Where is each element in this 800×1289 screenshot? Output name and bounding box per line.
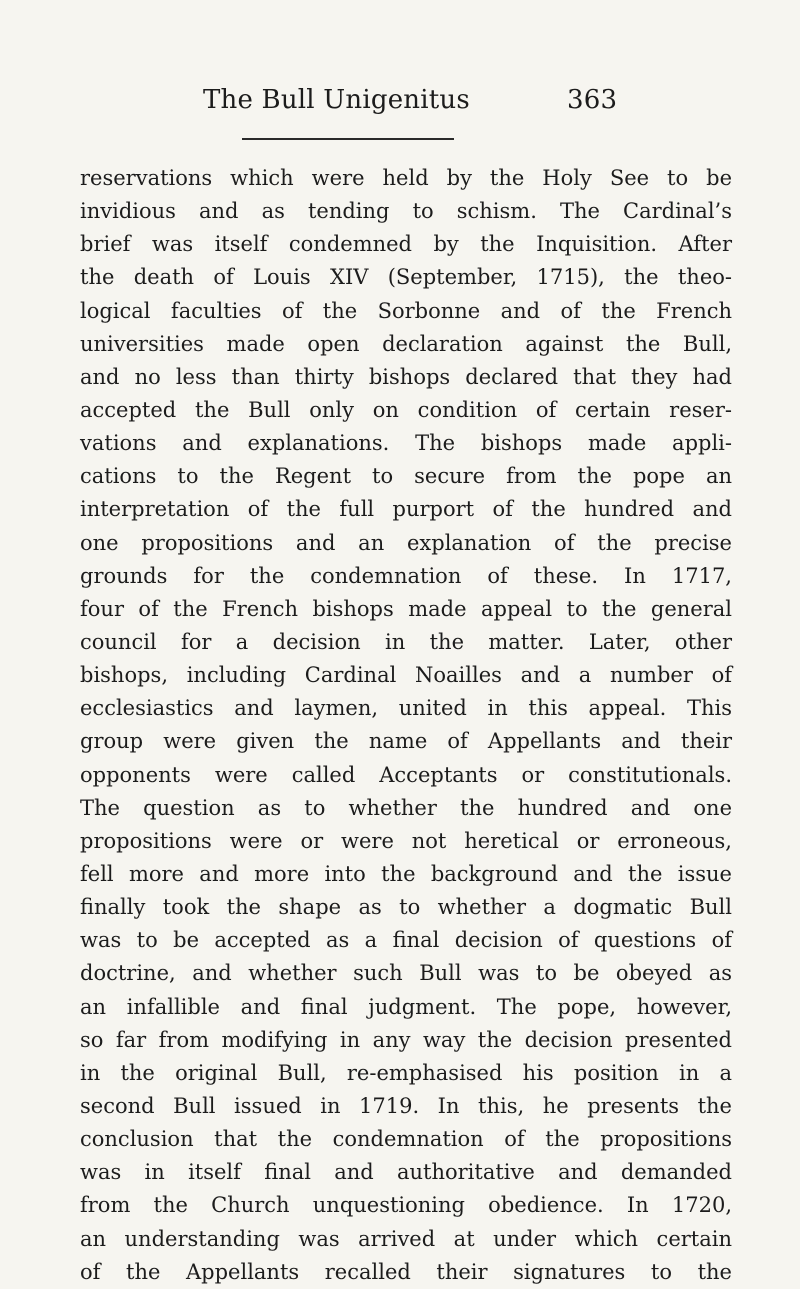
text-line: reservations which were held by the Holy See to be <box>80 166 732 190</box>
text-line: bishops, including Cardinal Noailles and a number of <box>80 663 732 688</box>
text-line: cations to the Regent to secure from the pope an <box>80 464 732 489</box>
text-line: doctrine, and whether such Bull was to be obeyed as <box>80 961 732 986</box>
text-line: four of the French bishops made appeal to the general <box>80 596 732 621</box>
text-line: grounds for the condemnation of these. In 1717, <box>80 563 732 588</box>
text-line: an infallible and final judgment. The pope, however, <box>80 994 732 1019</box>
text-line: conclusion that the condemnation of the propositions <box>80 1127 732 1152</box>
text-line: propositions were or were not heretical or erroneous, <box>80 828 732 853</box>
text-line: vations and explanations. The bishops made appli- <box>80 431 732 456</box>
text-line: council for a decision in the matter. Later, other <box>80 629 732 654</box>
header-rule <box>242 138 454 140</box>
text-line: finally took the shape as to whether a dogmatic Bull <box>80 895 732 920</box>
text-line: an understanding was arrived at under which certain <box>80 1226 732 1251</box>
text-line: from the Church unquestioning obedience. In 1720, <box>80 1193 732 1218</box>
text-line: ecclesiastics and laymen, united in this appeal. This <box>80 696 732 721</box>
text-line: second Bull issued in 1719. In this, he presents the <box>80 1093 732 1118</box>
text-line: opponents were called Acceptants or constitutionals. <box>80 762 732 787</box>
text-line: of the Appellants recalled their signatures to the <box>80 1259 732 1284</box>
text-line: one propositions and an explanation of the precise <box>80 530 732 555</box>
body-paragraph <box>80 162 732 1289</box>
text-line: invidious and as tending to schism. The Cardinal’s <box>80 199 732 224</box>
text-line: interpretation of the full purport of the hundred and <box>80 497 732 522</box>
text-line: fell more and more into the background and the issue <box>80 861 732 886</box>
running-head <box>180 78 680 122</box>
text-line: brief was itself condemned by the Inquisition. After <box>80 232 732 257</box>
text-line: universities made open declaration against the Bull, <box>80 331 732 356</box>
page-number: 363 <box>567 85 618 115</box>
text-line: and no less than thirty bishops declared that they had <box>80 364 732 389</box>
text-line: logical faculties of the Sorbonne and of the French <box>80 298 732 323</box>
text-line: was in itself final and authoritative and demanded <box>80 1160 732 1185</box>
running-title: The Bull Unigenitus <box>203 85 470 115</box>
text-line: The question as to whether the hundred and one <box>80 795 732 820</box>
text-line: group were given the name of Appellants and their <box>80 729 732 754</box>
text-line: was to be accepted as a final decision of questions of <box>80 928 732 953</box>
text-line: so far from modifying in any way the decision presented <box>80 1027 732 1052</box>
text-line: the death of Louis XIV (September, 1715), the theo- <box>80 265 732 290</box>
text-line: accepted the Bull only on condition of certain reser- <box>80 397 732 422</box>
text-line: in the original Bull, re-emphasised his position in a <box>80 1060 732 1085</box>
